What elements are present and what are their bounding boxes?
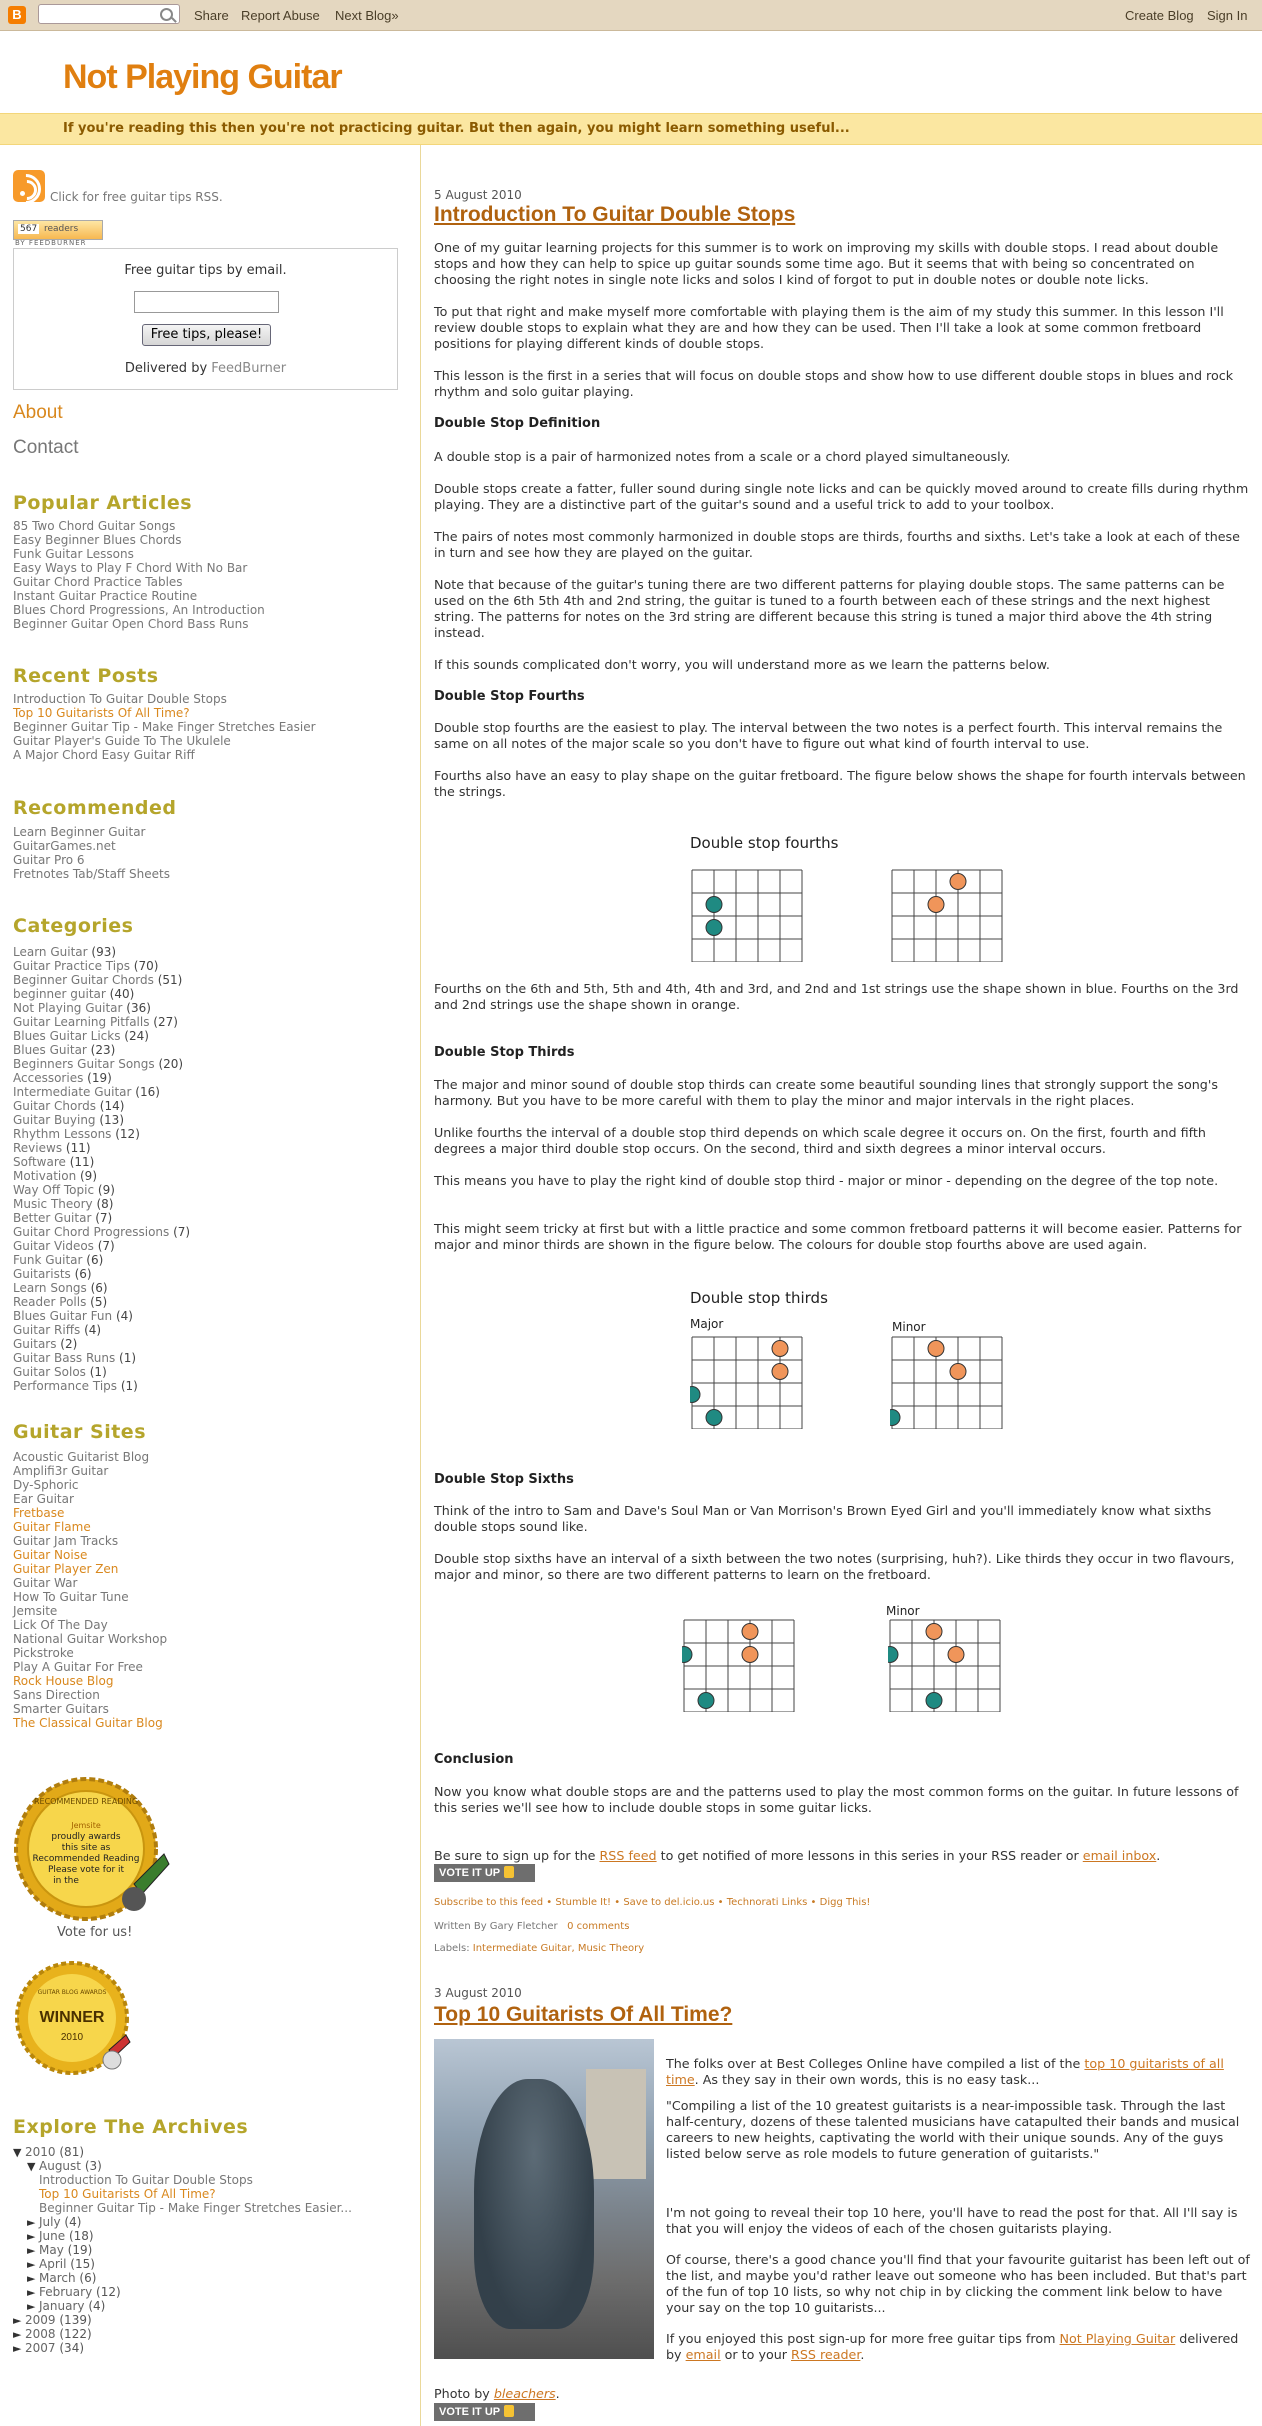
post-paragraph: Double stop fourths are the easiest to play. The interval between the two notes is a perfect fourth. This interval remains the same on all notes of the major scale so you don't have to figure out what kind of fourth interval to use. [434,720,1223,751]
sidebar-link[interactable]: Music Theory (8) [13,1197,114,1211]
blue-note-dot [926,1693,942,1709]
social-links[interactable]: Subscribe to this feed • Stumble It! • Save to del.icio.us • Technorati Links • Digg This! [434,1897,871,1908]
rss-icon[interactable] [13,170,45,202]
collapsed-triangle-icon: ► [13,2314,22,2327]
badge1-l3: this site as [61,1843,111,1853]
post-quote: "Compiling a list of the 10 greatest guitarists is a near-impossible task. Through the last half-century, dozens of these talented musicians have catapulted their bands and musical careers to new heights, captivating the world with their unique sounds. Any of the guys listed below serve as role models to future generation of guitarists." [666,2098,1240,2161]
sidebar-link[interactable]: Easy Ways to Play F Chord With No Bar [13,561,248,575]
sidebar-link[interactable]: The Classical Guitar Blog [13,1716,163,1730]
blogger-logo-icon[interactable]: B [8,6,26,24]
orange-note-dot [772,1364,788,1380]
feedburner-byline: BY FEEDBURNER [15,239,87,247]
post-paragraph: Note that because of the guitar's tuning there are two different patterns for playing double stops. The same patterns can be used on the 6th 5th 4th and 2nd string, the guitar is tuned to a fourth between each of these strings and the next highest string. The patterns for notes on the 3rd string are different because this string is tuned a major third above the 4th string instead. [434,577,1225,640]
sidebar-link[interactable]: Not Playing Guitar (36) [13,1001,151,1015]
post-paragraph: The pairs of notes most commonly harmonized in double stops are thirds, fourths and sixths. Let's take a look at each of these in turn and see how they are played on the guitar. [434,529,1240,560]
sidebar-link[interactable]: Amplifi3r Guitar [13,1464,109,1478]
post-paragraph: This might seem tricky at first but with a little practice and some common fretboard patterns it will become easier. Patterns for major and minor thirds are shown in the figure below. The colours for double stop fourths above are used again. [434,1221,1242,1252]
sidebar-link[interactable]: Sans Direction [13,1688,100,1702]
photo-credit: Photo by bleachers. [434,2386,560,2401]
sidebar-link[interactable]: Blues Guitar (23) [13,1043,116,1057]
sidebar-link[interactable]: Play A Guitar For Free [13,1660,143,1674]
badge2-year: 2010 [60,2032,84,2043]
archives-heading: Explore The Archives [13,2116,249,2138]
collapsed-triangle-icon: ► [27,2300,36,2313]
post-paragraph: Unlike fourths the interval of a double stop third depends on which scale degree it occurs on. On the first, fourth and fifth degrees a major third double stop occurs. On the second, third and sixth degrees a minor interval occurs. [434,1125,1206,1156]
sidebar-link[interactable]: Smarter Guitars [13,1702,109,1716]
collapsed-triangle-icon: ► [27,2216,36,2229]
sidebar-link[interactable]: Guitar Riffs (4) [13,1323,102,1337]
sidebar-link[interactable]: Beginner Guitar Open Chord Bass Runs [13,617,249,631]
blue-note-dot [706,1410,722,1426]
archive-month[interactable]: ► June (18) [27,2229,94,2243]
fretboard-diagram [690,868,805,962]
sidebar-link[interactable]: 85 Two Chord Guitar Songs [13,519,176,533]
rss-text[interactable]: Click for free guitar tips RSS. [50,190,223,204]
archive-month-august[interactable]: ▼ August (3) [27,2159,102,2173]
rss-reader-link[interactable]: RSS reader [791,2347,861,2362]
sidebar-link[interactable]: Intermediate Guitar (16) [13,1085,160,1099]
post-author: Written By Gary Fletcher 0 comments [434,1921,630,1932]
sidebar-link[interactable]: Guitar Solos (1) [13,1365,107,1379]
sign-in-link[interactable]: Sign In [1207,8,1248,23]
fretboard-diagram [890,1335,1005,1429]
blog-description-bar [0,113,1262,145]
sidebar-link[interactable]: Pickstroke [13,1646,74,1660]
thumb-up-icon [504,2405,514,2417]
email-subscribe-box [13,248,398,390]
categories-list [13,945,403,1393]
sidebar-link[interactable]: Better Guitar (7) [13,1211,113,1225]
sidebar-link[interactable]: Learn Guitar (93) [13,945,117,959]
sidebar-link[interactable]: Guitar Learning Pitfalls (27) [13,1015,178,1029]
badge2-main: WINNER [39,2009,105,2026]
sidebar-link[interactable]: Blues Chord Progressions, An Introduction [13,603,265,617]
expanded-triangle-icon: ▼ [13,2146,22,2159]
email-box-title: Free guitar tips by email. [124,263,287,278]
sidebar-link[interactable]: Guitar Player Zen [13,1562,119,1576]
search-input[interactable] [38,4,180,24]
sidebar-link[interactable]: A Major Chord Easy Guitar Riff [13,748,195,762]
sidebar-link[interactable]: Beginner Guitar Tip - Make Finger Stretches Easier [13,720,316,734]
badge1-ring: RECOMMENDED READING [33,1797,139,1806]
share-link[interactable]: Share [194,8,229,23]
sidebar-link[interactable]: Ear Guitar [13,1492,74,1506]
archive-year[interactable]: ► 2008 (122) [13,2327,92,2341]
figure-title: Double stop thirds [690,1289,828,1307]
blog-title[interactable]: Not Playing Guitar [63,58,342,96]
sidebar-link[interactable]: Blues Guitar Licks (24) [13,1029,149,1043]
sidebar-link[interactable]: How To Guitar Tune [13,1590,129,1604]
section-heading: Double Stop Fourths [434,689,585,704]
fretboard-diagram [890,868,1005,962]
sidebar-link[interactable]: Guitar Videos (7) [13,1239,115,1253]
vote-for-us[interactable]: Vote for us! [57,1925,133,1940]
collapsed-triangle-icon: ► [13,2342,22,2355]
blue-note-dot [888,1647,898,1663]
fretboard-diagram [682,1618,797,1712]
orange-note-dot [948,1647,964,1663]
sidebar-link[interactable]: Introduction To Guitar Double Stops [13,692,227,706]
sidebar-link[interactable]: Rhythm Lessons (12) [13,1127,140,1141]
sidebar-link[interactable]: Guitars (2) [13,1337,78,1351]
post-date: 3 August 2010 [434,1986,522,2000]
sidebar-link[interactable]: Learn Beginner Guitar [13,825,146,839]
section-heading: Double Stop Sixths [434,1472,574,1487]
sidebar-link[interactable]: Funk Guitar Lessons [13,547,134,561]
guitarist-statue-photo [434,2039,654,2359]
sidebar-link[interactable]: Dy-Sphoric [13,1478,79,1492]
badge1-l5: Please vote for it [47,1865,125,1875]
recommended-reading-badge[interactable] [14,1774,170,1924]
recent-list [13,692,403,762]
archive-month[interactable]: ► July (4) [27,2215,82,2229]
post-paragraph: Of course, there's a good chance you'll find that your favourite guitarist has been left out of the list, and maybe you'd rather leave out someone who has been included. But that's part of the fun of top 10 lists, so why not chip in by clicking the comment link below to have your say on the top 10 guitarists... [666,2252,1250,2315]
top-10-link[interactable]: top 10 guitarists of all time [666,2056,1224,2087]
blue-note-dot [690,1387,700,1403]
post-paragraph: Fourths on the 6th and 5th, 5th and 4th, 4th and 3rd, and 2nd and 1st strings use the shape shown in blue. Fourths on the 3rd and 2nd strings use the shape shown in orange. [434,981,1239,1012]
guitar-sites-heading: Guitar Sites [13,1421,146,1443]
collapsed-triangle-icon: ► [27,2244,36,2257]
sidebar-link[interactable]: National Guitar Workshop [13,1632,168,1646]
sidebar-link[interactable]: Top 10 Guitarists Of All Time? [13,706,190,720]
collapsed-triangle-icon: ► [27,2286,36,2299]
post-paragraph: The major and minor sound of double stop thirds can create some beautiful sounding lines that strongly support the song's harmony. But you have to be more careful with them to play the minor and major intervals in the right places. [434,1077,1218,1108]
sidebar-link[interactable]: Guitarists (6) [13,1267,92,1281]
sidebar-link[interactable]: Guitar Chord Progressions (7) [13,1225,191,1239]
sidebar-link[interactable]: Reviews (11) [13,1141,91,1155]
post-paragraph: To put that right and make myself more comfortable with playing them is the aim of my study this summer. In this lesson I'll review double stops to explain what they are and how they can be used. Then I'll take a look at some common fretboard positions for playing different kinds of double stops. [434,304,1224,351]
column-divider [420,145,421,2426]
guitar-sites-list [13,1450,403,1730]
search-icon[interactable] [160,8,173,21]
post-paragraph: If you enjoyed this post sign-up for more free guitar tips from Not Playing Guitar delivered by email or to your RSS reader. [666,2331,1239,2362]
labels-links[interactable]: Intermediate Guitar, Music Theory [472,1943,645,1954]
sidebar-link[interactable]: Fretbase [13,1506,65,1520]
blue-note-dot [706,920,722,936]
post-paragraph: One of my guitar learning projects for this summer is to work on improving my skills with double stops. I read about double stops and how they can help to spice up guitar sounds some time ago. But it seems that with being so concentrated on choosing the right notes in single note licks and solos I kind of forgot to put in double notes or double note licks. [434,240,1219,287]
sidebar-link[interactable]: Motivation (9) [13,1169,97,1183]
sidebar-link[interactable]: Funk Guitar (6) [13,1253,104,1267]
post-paragraph: Think of the intro to Sam and Dave's Soul Man or Van Morrison's Brown Eyed Girl and you'll immediately know what sixths double stops sound like. [434,1503,1212,1534]
sidebar-link[interactable]: Guitar Pro 6 [13,853,85,867]
post-date: 5 August 2010 [434,188,522,202]
sidebar-link[interactable]: Blues Guitar Fun (4) [13,1309,133,1323]
badge2-top: GUITAR BLOG AWARDS [37,1989,107,1996]
collapsed-triangle-icon: ► [27,2230,36,2243]
popular-list [13,519,403,631]
sidebar-link[interactable]: Guitar Practice Tips (70) [13,959,159,973]
badge1-l6: in the [53,1876,79,1886]
email-inbox-link[interactable]: email inbox [1082,1848,1157,1863]
post-title[interactable]: Introduction To Guitar Double Stops [434,203,796,226]
sidebar-link[interactable]: Guitar Flame [13,1520,91,1534]
orange-note-dot [928,897,944,913]
post-paragraph: If this sounds complicated don't worry, you will understand more as we learn the patterns below. [434,657,1050,672]
archive-month[interactable]: ► February (12) [27,2285,121,2299]
sidebar-link[interactable]: Acoustic Guitarist Blog [13,1450,150,1464]
archive-month[interactable]: ► April (15) [27,2257,95,2271]
about-link[interactable]: About [13,402,63,423]
badge1-l2: proudly awards [51,1832,121,1842]
sidebar-link[interactable]: Reader Polls (5) [13,1295,108,1309]
sidebar-link[interactable]: Guitar Buying (13) [13,1113,124,1127]
post-paragraph: A double stop is a pair of harmonized notes from a scale or a chord played simultaneously. [434,449,1011,464]
sidebar-link[interactable]: Easy Beginner Blues Chords [13,533,182,547]
post-paragraph: Double stops create a fatter, fuller sound during single note licks and can be quickly moved around to create fills during rhythm playing. They are a distinctive part of the guitar's sound and a useful trick to add to your toolbox. [434,481,1249,512]
contact-link[interactable]: Contact [13,437,79,458]
guitar-blog-awards-badge[interactable] [14,1960,134,2080]
sidebar-link[interactable]: Guitar Jam Tracks [13,1534,119,1548]
collapsed-triangle-icon: ► [27,2258,36,2271]
fretboard-diagram [690,1335,805,1429]
email-field[interactable] [134,291,279,313]
archive-post-link[interactable]: Beginner Guitar Tip - Make Finger Stretches Easier... [39,2201,352,2215]
post-title[interactable]: Top 10 Guitarists Of All Time? [434,2003,733,2026]
not-playing-guitar-link[interactable]: Not Playing Guitar [1059,2331,1176,2346]
badge1-l1: Jemsite [71,1821,101,1830]
fretboard-diagram [888,1618,1003,1712]
archive-year[interactable]: ► 2007 (34) [13,2341,85,2355]
section-heading: Double Stop Thirds [434,1045,575,1060]
collapsed-triangle-icon: ► [13,2328,22,2341]
orange-note-dot [928,1341,944,1357]
blue-note-dot [706,897,722,913]
orange-note-dot [950,1364,966,1380]
collapsed-triangle-icon: ► [27,2272,36,2285]
vote-it-up-button[interactable]: VOTE IT UP [434,2403,535,2421]
feedburner-link[interactable]: FeedBurner [211,361,287,376]
vote-it-up-button[interactable]: VOTE IT UP [434,1864,535,1882]
orange-note-dot [772,1341,788,1357]
categories-heading: Categories [13,915,134,937]
sidebar-link[interactable]: Guitar Player's Guide To The Ukulele [13,734,231,748]
sidebar-link[interactable]: Guitar Chord Practice Tables [13,575,183,589]
email-link[interactable]: email [685,2347,721,2362]
sidebar-link[interactable]: Rock House Blog [13,1674,114,1688]
orange-note-dot [742,1624,758,1640]
sidebar-link[interactable]: Guitar Bass Runs (1) [13,1351,137,1365]
blogger-navbar [0,0,1262,31]
archive-month[interactable]: ► May (19) [27,2243,93,2257]
badge1-l4: Recommended Reading [32,1854,140,1864]
figure-sublabel: Major [690,1317,724,1331]
post-paragraph: Now you know what double stops are and the patterns used to play the most common forms on the guitar. In future lessons of this series we'll see how to include double stops in some guitar licks. [434,1784,1239,1815]
post-paragraph: I'm not going to reveal their top 10 here, you'll have to read the post for that. All I'll say is that you will enjoy the videos of each of the chosen guitarists playing. [666,2205,1238,2236]
sidebar-link[interactable]: Beginners Guitar Songs (20) [13,1057,184,1071]
thumb-up-icon [504,1866,514,1878]
orange-note-dot [926,1624,942,1640]
orange-note-dot [950,874,966,890]
recommended-heading: Recommended [13,797,177,819]
rss-feed-link[interactable]: RSS feed [599,1848,657,1863]
figure-sublabel: Minor [886,1604,920,1618]
post-paragraph: Double stop sixths have an interval of a sixth between the two notes (surprising, huh?). Like thirds they occur in two flavours, major and minor, so there are two different patterns to learn on the fretboard. [434,1551,1235,1582]
sidebar-link[interactable]: Performance Tips (1) [13,1379,138,1393]
sidebar-link[interactable]: Way Off Topic (9) [13,1183,115,1197]
sidebar-link[interactable]: GuitarGames.net [13,839,116,853]
archive-month[interactable]: ► January (4) [27,2299,106,2313]
figure-sublabel: Minor [892,1320,926,1334]
report-abuse-link[interactable]: Report Abuse [241,8,320,23]
sidebar-link[interactable]: Fretnotes Tab/Staff Sheets [13,867,170,881]
blue-note-dot [698,1693,714,1709]
blue-note-dot [890,1410,900,1426]
section-heading: Conclusion [434,1752,514,1767]
sidebar-link[interactable]: Accessories (19) [13,1071,112,1085]
sidebar-link[interactable]: Guitar Chords (14) [13,1099,125,1113]
section-heading: Double Stop Definition [434,416,601,431]
post-paragraph: This means you have to play the right kind of double stop third - major or minor - depending on the degree of the top note. [434,1173,1219,1188]
post-paragraph: Fourths also have an easy to play shape on the guitar fretboard. The figure below shows the shape for fourth intervals between the strings. [434,768,1246,799]
sidebar-link[interactable]: Learn Songs (6) [13,1281,108,1295]
archive-post-link[interactable]: Introduction To Guitar Double Stops [39,2173,253,2187]
recommended-list [13,825,403,881]
sidebar-link[interactable]: beginner guitar (40) [13,987,135,1001]
sidebar-link[interactable]: Guitar Noise [13,1548,88,1562]
orange-note-dot [742,1647,758,1663]
post-labels: Labels: Intermediate Guitar, Music Theory [434,1943,645,1954]
sidebar-link[interactable]: Jemsite [13,1604,58,1618]
figure-title: Double stop fourths [690,834,839,852]
feed-readers: readers [44,224,79,234]
blue-note-dot [682,1647,692,1663]
sidebar-link[interactable]: Lick Of The Day [13,1618,108,1632]
create-blog-link[interactable]: Create Blog [1125,8,1194,23]
next-blog-link[interactable]: Next Blog» [335,8,399,23]
comments-link[interactable]: 0 comments [567,1921,630,1932]
archive-year[interactable]: ► 2009 (139) [13,2313,92,2327]
photo-credit-link[interactable]: bleachers [493,2386,556,2401]
delivered-by: Delivered by FeedBurner [124,361,287,376]
feed-count: 567 [20,224,38,234]
popular-heading: Popular Articles [13,492,193,514]
archive-year-2010[interactable]: ▼ 2010 (81) [13,2145,85,2159]
recent-heading: Recent Posts [13,665,159,687]
blog-description: If you're reading this then you're not practicing guitar. But then again, you might learn something useful... [63,121,850,136]
expanded-triangle-icon: ▼ [27,2160,36,2173]
archive-month[interactable]: ► March (6) [27,2271,97,2285]
archive-post-link[interactable]: Top 10 Guitarists Of All Time? [39,2187,216,2201]
sidebar-link[interactable]: Software (11) [13,1155,95,1169]
sidebar-link[interactable]: Guitar War [13,1576,78,1590]
post-paragraph: This lesson is the first in a series that will focus on double stops and show how to use different double stops in blues and rock rhythm and solo guitar playing. [434,368,1234,399]
sidebar-link[interactable]: Beginner Guitar Chords (51) [13,973,183,987]
signup-paragraph: Be sure to sign up for the RSS feed to get notified of more lessons in this series in your RSS reader or email inbox. [434,1848,1161,1863]
subscribe-button[interactable]: Free tips, please! [142,324,271,346]
feedburner-badge[interactable] [13,220,103,240]
sidebar-link[interactable]: Instant Guitar Practice Routine [13,589,198,603]
post-paragraph: The folks over at Best Colleges Online have compiled a list of the top 10 guitarists of all time. As they say in their own words, this is no easy task... [666,2056,1224,2087]
